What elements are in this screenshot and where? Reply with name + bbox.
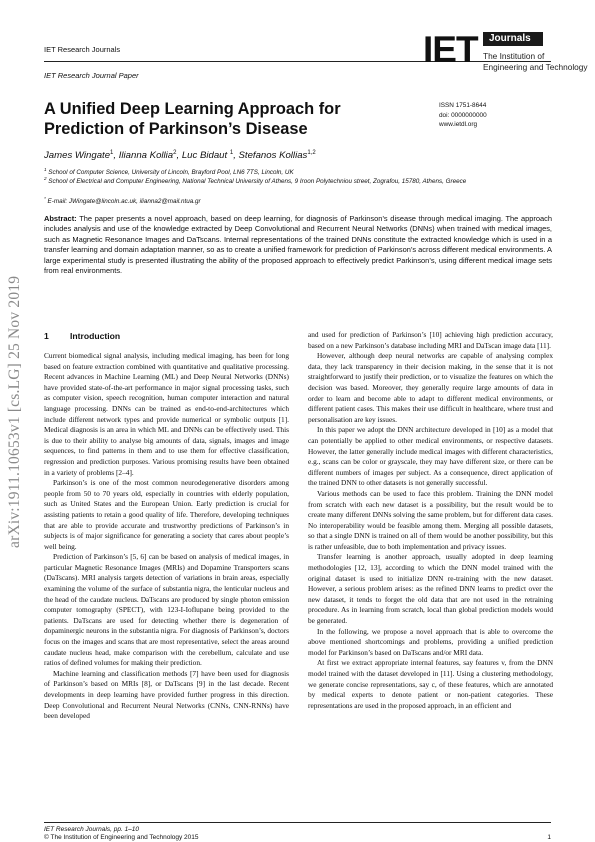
issn: ISSN 1751-8644 [439, 102, 487, 109]
abstract [44, 214, 552, 276]
affiliation-text: School of Electrical and Computer Engineering, National Technical University of Athens, 9 Iroon Polytechniou street, Zografou, 15780, Athens, Greece [46, 178, 467, 186]
corresponding-email [44, 195, 554, 206]
body-paragraph: Prediction of Parkinson’s [5, 6] can be based on analysis of medical images, in particular Magnetic Resonance Images (MRIs) and Dopamine Transporters scans (DaTscans). MRI analysis targets detection of variations in brain areas, especially examining the volume of the surface of substantia nigra, the lenticular nucleus and the head of the caudate nucleus. DaTscans are produced by single photon emission computer tomography (SPECT), with 123-I-Ioflupane being provided to the patients. DaTscans are used for detecting whether there is degeneration of dopaminergic neurons in the substantia nigra. For diagnosis of Parkinson’s, doctors focus on the images and scans that are most representative, select the areas around caudate nucleus head, make comparison with the cerebellum, calculate and use ratios of defined volumes for making their prediction. [44, 552, 289, 668]
section-heading-introduction [44, 331, 120, 341]
body-paragraph: In this paper we adopt the DNN architecture developed in [10] as a model that can potentially be applied to other medical environments, or respective datasets. However, the latter generally include medical images with different characteristics, e.g., scans can be color or grayscale, they may have different size, or there can be different numbers of images per subject. As a consequence, direct application of the trained DNN to other datasets is not generally successful. [308, 425, 553, 488]
body-paragraph: Current biomedical signal analysis, including medical imaging, has been for long based on feature extraction combined with quantitative and qualitative processing. Recent advances in Machine Learning (ML) and Deep Neural Networks (DNNs) have provided state-of-the-art performance in major signal processing tasks, such as computer vision, speech recognition, human computer interaction and natural language processing. DNNs can be trained as end-to-end-architectures which include different network types and provide numerical or symbolic outputs [1]. Medical diagnosis is an area in which ML and DNNs can be effectively used. This is due to their ability to analyse big amounts of data, signals, images and image sequences, to find patterns in them and to use them for effective classification, regression and prediction purposes. Various promising results have been obtained in a variety of problems [2–4]. [44, 351, 289, 477]
author-list: James Wingate$^1$, Ilianna Kollia$^2$, Luc Bidaut $^1$, Stefanos Kollias$^{1,2}$ [44, 150, 316, 162]
journal-name: IET Research Journals [44, 45, 121, 54]
body-column-left [44, 351, 289, 722]
body-paragraph: At first we extract appropriate internal features, say features v, from the DNN model trained with the dataset developed in [11]. Using a clustering methodology, we generate concise representations, say c, of these features, which are annotated by medical experts to denote patient or non-patient categories. These representations are used in the proposed approach, in an efficient and [308, 658, 553, 710]
section-title: Introduction [70, 331, 121, 341]
arxiv-side-stamp: arXiv:1911.10653v1 [cs.LG] 25 Nov 2019 [6, 275, 23, 548]
abstract-label: Abstract: [44, 214, 77, 223]
abstract-text: The paper presents a novel approach, based on deep learning, for diagnosis of Parkinson’s disease through medical imaging. The approach includes analysis and use of the knowledge extracted by Deep Convolutional and Recurrent Neural Networks (DNNs) when trained with medical images, such as Magnetic Resonance Images and DaTscans. Internal representations of the trained DNNs constitute the extracted knowledge which is used in a transfer learning and domain adaptation manner, so as to create a unified framework for prediction of Parkinson’s across different medical environments. A large experimental study is presented illustrating the ability of the proposed approach to effectively predict Parkinson’s, using different medical image sets from real environments. [44, 214, 552, 276]
logo-line-1: The Institution of [483, 51, 545, 61]
author-name: Stefanos Kollias [238, 150, 308, 162]
affiliation-text: School of Computer Science, University of Lincoln, Brayford Pool, LN6 7TS, Lincoln, UK [46, 169, 294, 177]
page-number: 1 [547, 834, 551, 841]
logo-mark: IET [423, 29, 478, 70]
body-column-right [308, 330, 553, 711]
section-number: 1 [44, 331, 49, 341]
publication-meta [439, 101, 487, 130]
footer-journal-pages: IET Research Journals, pp. 1–10 [44, 826, 140, 833]
paper-type: IET Research Journal Paper [44, 71, 139, 80]
affiliation [44, 175, 554, 186]
journal-url: www.ietdl.org [439, 121, 478, 128]
author-affiliation-mark: 1 [229, 150, 234, 156]
iet-journals-logo [423, 29, 588, 80]
affiliation-mark: 2 [44, 176, 47, 181]
body-paragraph: Transfer learning is another approach, usually adopted in deep learning methodologies [12, 13], according to which the DNN model trained with the original dataset is used to initialize DNN re-training with the new dataset. However, a serious problem arises: as the refined DNN learns to predict over the new dataset, it tends to forget the old data that are not used in the retraining procedure. As in learning from scratch, local than global prediction models would be generated. [308, 552, 553, 626]
footer-copyright: © The Institution of Engineering and Technology 2015 [44, 834, 199, 841]
body-paragraph: However, although deep neural networks are capable of analysing complex data, they lack transparency in their decision making, in the sense that it is not straightforward to justify their prediction, or to visualize the features on which the decision was based. Moreover, they generally require large amounts of data in order to learn and become able to adapt to different medical environments, or different patient cases. This makes their use difficult in healthcare, where trust and personalisation are key issues. [308, 351, 553, 424]
body-paragraph: and used for prediction of Parkinson’s [10] achieving high prediction accuracy, based on a new Parkinson’s database including MRI and DaTscan image data [11]. [308, 330, 553, 350]
author-affiliation-mark: 2 [173, 150, 177, 156]
email-text: E-mail: JWingate@lincoln.ac.uk, ilianna2@mail.ntua.gr [45, 198, 201, 206]
logo-line-2: Engineering and Technology [483, 62, 588, 72]
doi: doi: 0000000000 [439, 111, 487, 119]
author-name: Luc Bidaut [181, 150, 230, 162]
affiliation-mark: * [44, 196, 46, 201]
body-paragraph: Machine learning and classification methods [7] have been used for diagnosis of Parkinson’s based on MRIs [8], or DaTscans [9] in the last decade. Recent developments in deep learning have provided further progress in this direction. Deep Convolutional and Recurrent Neural Networks (CNNs, CNN-RNNs) have been developed [44, 668, 289, 721]
body-paragraph: Parkinson’s is one of the most common neurodegenerative disorders among people from 50 to 70 years old, especially in countries with elderly population, such as United States and the European Union. Early prediction is crucial for assisting patients to retain a good quality of life. Therefore, developing techniques that are able to provide accurate and trustworthy predictions of Parkinson’s in subjects is of major significance for generating a society that cares about people’s well being. [44, 478, 289, 551]
body-paragraph: Various methods can be used to face this problem. Training the DNN model from scratch with each new dataset is a possibility, but the result would be to create many different DNNs solving the same problem, but for different data cases. No interoperability would be feasible among them. Merging all possible datasets, so that a single DNN is trained on all of them would be another possibility, but this is rather unfeasible, due to both implementation and privacy issues. [308, 488, 553, 551]
logo-badge: Journals [483, 32, 543, 46]
affiliation-mark: 1 [44, 167, 47, 172]
paper-title: A Unified Deep Learning Approach for Prediction of Parkinson’s Disease [44, 100, 341, 138]
author-affiliation-mark: 1 [110, 150, 114, 156]
author-name: Ilianna Kollia [118, 150, 174, 162]
body-paragraph: In the following, we propose a novel approach that is able to overcome the above mentioned shortcomings and problems, providing a unified prediction model for Parkinson’s based on DaTscans and/or MRI data. [308, 626, 553, 657]
author-name: James Wingate [44, 150, 111, 162]
footer-divider [44, 822, 551, 823]
author-affiliation-mark: 1,2 [307, 150, 316, 156]
